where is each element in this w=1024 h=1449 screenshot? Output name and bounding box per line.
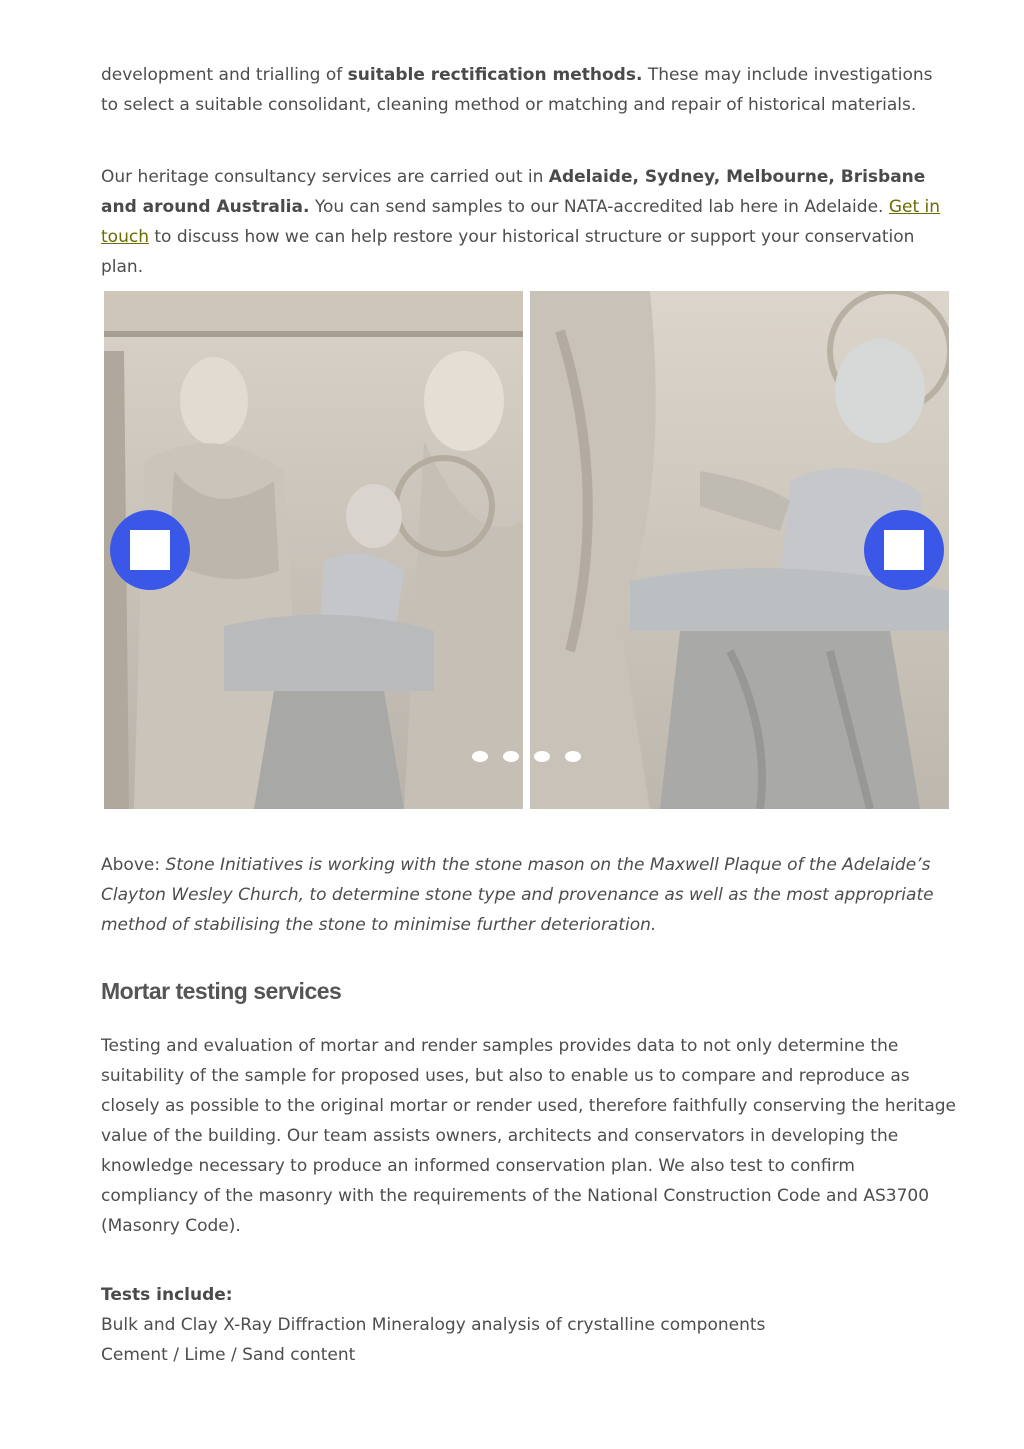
caption-text: Stone Initiatives is working with the stone mason on the Maxwell Plaque of the Adelaide’s Clayton Wesley Church, to determine stone type and provenance as well as the most appropriate method of stabilising the stone to minimise further deterioration. <box>101 855 934 935</box>
intro-text: You can send samples to our NATA-accredited lab here in Adelaide. <box>309 197 889 217</box>
square-icon <box>884 530 924 570</box>
gallery-pagination <box>472 751 581 762</box>
tests-label: Tests include: <box>101 1285 233 1305</box>
previous-slide-button[interactable] <box>110 510 190 590</box>
gallery-dot-1[interactable] <box>472 751 488 762</box>
intro-text: These may include investigations to select a suitable consolidant, cleaning method or matching and repair of historical materials. <box>101 65 933 115</box>
intro-text: Our heritage consultancy services are carried out in <box>101 167 549 187</box>
square-icon <box>130 530 170 570</box>
gallery-dot-3[interactable] <box>534 751 550 762</box>
image-caption <box>101 850 951 940</box>
intro-bold-text: suitable rectification methods. <box>347 65 643 85</box>
mortar-description: Testing and evaluation of mortar and render samples provides data to not only determine the suitability of the sample for proposed uses, but also to enable us to compare and reproduce as closely as possible to the original mortar or render used, therefore faithfully conserving the heritage value of the building. Our team assists owners, architects and conservators in developing the knowledge necessary to produce an informed conservation plan. We also test to confirm compliancy of the masonry with the requirements of the National Construction Code and AS3700 (Masonry Code). <box>101 1036 957 1236</box>
get-in-touch-link[interactable]: Get in touch <box>101 197 941 247</box>
mortar-heading: Mortar testing services <box>101 978 342 1004</box>
gallery-dot-4[interactable] <box>565 751 581 762</box>
tests-list <box>101 1280 951 1370</box>
image-gallery <box>104 291 949 809</box>
intro-paragraph-1 <box>101 60 951 120</box>
locations-bold-text: Adelaide, Sydney, Melbourne, Brisbane and around Australia. <box>101 167 926 217</box>
test-item: Cement / Lime / Sand content <box>101 1345 356 1365</box>
caption-prefix: Above: <box>101 855 166 875</box>
intro-text: development and trialling of <box>101 65 348 85</box>
next-slide-button[interactable] <box>864 510 944 590</box>
gallery-dot-2[interactable] <box>503 751 519 762</box>
intro-paragraph-2 <box>101 162 951 282</box>
intro-text: to discuss how we can help restore your historical structure or support your conservation plan. <box>101 227 915 277</box>
test-item: Bulk and Clay X-Ray Diffraction Mineralogy analysis of crystalline components <box>101 1315 766 1335</box>
